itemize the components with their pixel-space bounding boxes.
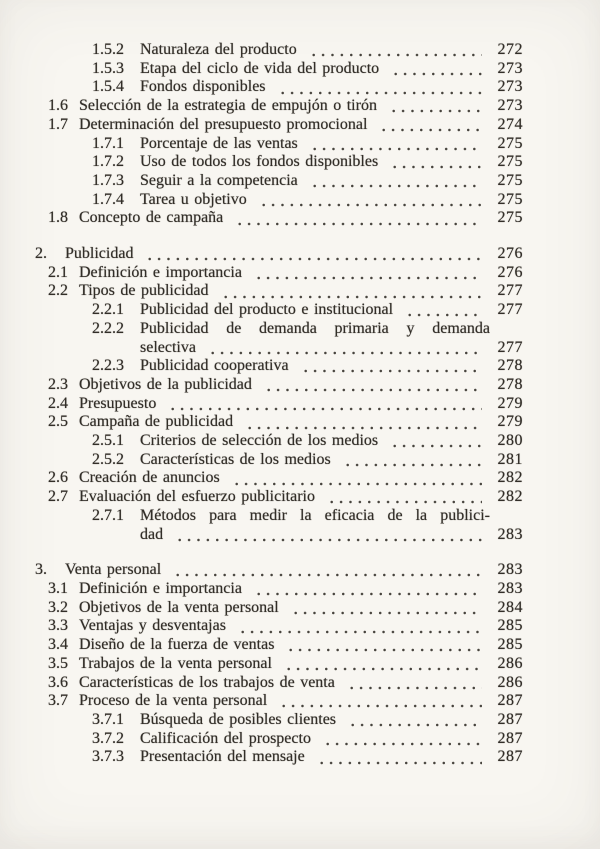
toc-entry-page-number: 287: [497, 729, 523, 747]
toc-entry-number: 2.7: [48, 488, 68, 506]
dot-leader: [167, 395, 482, 414]
toc-entry-title: Publicidad de demanda primaria y demanda: [140, 319, 490, 337]
toc-entry-page-number: 283: [497, 525, 523, 543]
toc-entry-number: 1.8: [48, 209, 68, 227]
toc-entry-page-number: 280: [497, 432, 523, 450]
toc-entry-title: Presupuesto: [79, 394, 157, 412]
toc-entry-title: Diseño de la fuerza de ventas: [79, 636, 275, 654]
toc-entry-title: Objetivos de la venta personal: [79, 598, 279, 616]
toc-entry-page-number: 276: [497, 245, 523, 263]
dot-leader: [346, 674, 482, 693]
toc-entry-title: Publicidad: [65, 245, 134, 263]
dot-leader: [172, 561, 482, 580]
dot-leader: [347, 711, 482, 730]
dot-leader: [388, 97, 482, 116]
toc-entry-page-number: 285: [497, 636, 523, 654]
toc-entry: [0, 116, 523, 135]
dot-leader: [174, 526, 482, 545]
dot-leader: [253, 264, 482, 283]
toc-entry-number: 3.7.1: [92, 710, 124, 728]
toc-entry-title: Porcentaje de las ventas: [140, 134, 298, 152]
toc-entry-number: 3.2: [48, 598, 68, 616]
toc-entry-page-number: 275: [497, 153, 523, 171]
toc-entry: [0, 692, 523, 711]
toc-entry-title: Determinación del presupuesto promocional: [79, 115, 368, 133]
toc-entry-page-number: 278: [497, 357, 523, 375]
dot-leader: [404, 301, 482, 320]
toc-entry-number: 3.5: [48, 654, 68, 672]
toc-entry: [0, 172, 523, 191]
dot-leader: [237, 617, 482, 636]
toc-entry-number: 2.5: [48, 413, 68, 431]
dot-leader: [390, 60, 482, 79]
toc-entry-title: Creación de anuncios: [79, 469, 220, 487]
toc-entry: [0, 561, 523, 580]
toc-entry-title: Criterios de selección de los medios: [140, 432, 379, 450]
toc-entry-page-number: 279: [497, 394, 523, 412]
toc-entry-number: 3.3: [48, 617, 68, 635]
dot-leader: [389, 432, 482, 451]
toc-entry-continuation: [0, 526, 523, 545]
toc-entry-number: 1.7.2: [92, 153, 124, 171]
toc-entry-title: Venta personal: [65, 561, 162, 579]
toc-entry-number: 3.7: [48, 692, 68, 710]
toc-entry: [0, 599, 523, 618]
table-of-contents: [0, 41, 523, 767]
toc-entry-number: 2.2.1: [92, 301, 124, 319]
toc-entry-title: Calificación del prospecto: [140, 729, 311, 747]
toc-entry-title: Uso de todos los fondos disponibles: [140, 153, 379, 171]
toc-entry: [0, 320, 523, 339]
toc-entry: [0, 730, 523, 749]
toc-entry-number: 3.4: [48, 636, 68, 654]
toc-entry-page-number: 278: [497, 375, 523, 393]
toc-entry-title: Fondos disponibles: [140, 78, 266, 96]
toc-entry: [0, 507, 523, 526]
toc-entry: [0, 376, 523, 395]
toc-entry-page-number: 285: [497, 617, 523, 635]
toc-entry-number: 2.5.2: [92, 450, 124, 468]
toc-entry: [0, 395, 523, 414]
toc-entry-number: 1.7.1: [92, 134, 124, 152]
toc-entry-title: Proceso de la venta personal: [79, 692, 268, 710]
toc-entry-number: 2.3: [48, 375, 68, 393]
toc-entry: [0, 60, 523, 79]
dot-leader: [309, 135, 482, 154]
toc-entry-title-continued: dad: [140, 525, 164, 543]
dot-leader: [308, 41, 482, 60]
toc-entry-title: Definición e importancia: [79, 579, 242, 597]
toc-entry: [0, 357, 523, 376]
toc-entry: [0, 617, 523, 636]
toc-entry: [0, 264, 523, 283]
toc-entry-title: Naturaleza del producto: [140, 41, 297, 58]
dot-leader: [290, 599, 482, 618]
toc-entry-title-continued: selectiva: [140, 338, 196, 356]
toc-entry: [0, 451, 523, 470]
toc-entry-page-number: 284: [497, 598, 523, 616]
dot-leader: [322, 730, 482, 749]
toc-entry-title: Selección de la estrategia de empujón o tirón: [79, 97, 377, 115]
toc-entry-title: Presentación del mensaje: [140, 748, 305, 766]
toc-entry: [0, 469, 523, 488]
toc-entry-page-number: 277: [497, 338, 523, 356]
dot-leader: [389, 153, 482, 172]
toc-entry-title: Tarea u objetivo: [140, 190, 247, 208]
toc-entry-page-number: 281: [497, 450, 523, 468]
toc-entry-number: 3.6: [48, 673, 68, 691]
toc-entry-page-number: 275: [497, 190, 523, 208]
dot-leader: [234, 209, 482, 228]
toc-entry-number: 2.: [35, 245, 47, 263]
toc-entry: [0, 748, 523, 767]
dot-leader: [144, 245, 482, 264]
toc-entry-page-number: 273: [497, 78, 523, 96]
toc-entry-page-number: 277: [497, 301, 523, 319]
toc-entry-number: 2.7.1: [92, 506, 124, 524]
toc-entry: [0, 78, 523, 97]
toc-entry-number: 2.6: [48, 469, 68, 487]
toc-entry-number: 3.1: [48, 579, 68, 597]
toc-entry-page-number: 273: [497, 97, 523, 115]
dot-leader: [316, 748, 482, 767]
toc-entry-page-number: 274: [497, 115, 523, 133]
toc-entry-page-number: 287: [497, 692, 523, 710]
toc-entry-title: Métodos para medir la eficacia de la publici-: [140, 506, 490, 524]
toc-entry: [0, 674, 523, 693]
toc-entry-page-number: 275: [497, 134, 523, 152]
toc-entry-number: 2.1: [48, 263, 68, 281]
toc-entry-page-number: 275: [497, 209, 523, 227]
dot-leader: [253, 580, 482, 599]
toc-entry: [0, 301, 523, 320]
toc-entry-number: 1.5.2: [92, 41, 124, 58]
toc-entry: [0, 209, 523, 228]
toc-entry: [0, 282, 523, 301]
toc-entry-page-number: 287: [497, 710, 523, 728]
toc-entry: [0, 191, 523, 210]
toc-entry-number: 2.5.1: [92, 432, 124, 450]
toc-entry: [0, 432, 523, 451]
toc-entry-title: Ventajas y desventajas: [79, 617, 226, 635]
toc-entry-continuation: [0, 339, 523, 358]
toc-entry: [0, 245, 523, 264]
toc-entry-title: Etapa del ciclo de vida del producto: [140, 59, 380, 77]
dot-leader: [263, 376, 482, 395]
dot-leader: [231, 469, 482, 488]
dot-leader: [277, 78, 482, 97]
toc-entry: [0, 580, 523, 599]
toc-entry-page-number: 286: [497, 654, 523, 672]
toc-entry-title: Concepto de campaña: [79, 209, 224, 227]
toc-entry-title: Evaluación del esfuerzo publicitario: [79, 488, 315, 506]
toc-entry: [0, 711, 523, 730]
dot-leader: [342, 451, 482, 470]
dot-leader: [326, 488, 482, 507]
toc-entry-page-number: 287: [497, 748, 523, 766]
toc-entry-page-number: 276: [497, 263, 523, 281]
toc-entry-title: Definición e importancia: [79, 263, 242, 281]
toc-entry-page-number: 283: [497, 561, 523, 579]
toc-entry-page-number: 286: [497, 673, 523, 691]
dot-leader: [300, 357, 482, 376]
toc-entry-page-number: 282: [497, 469, 523, 487]
toc-entry-number: 1.7.3: [92, 171, 124, 189]
dot-leader: [378, 116, 482, 135]
toc-entry-page-number: 272: [497, 41, 523, 58]
toc-entry-number: 2.2.2: [92, 319, 124, 337]
toc-entry-title: Búsqueda de posibles clientes: [140, 710, 337, 728]
toc-entry-number: 1.7: [48, 115, 68, 133]
dot-leader: [207, 339, 482, 358]
toc-entry-number: 2.2: [48, 282, 68, 300]
toc-entry-page-number: 275: [497, 171, 523, 189]
toc-entry-page-number: 279: [497, 413, 523, 431]
toc-entry: [0, 413, 523, 432]
toc-entry: [0, 135, 523, 154]
toc-entry-page-number: 273: [497, 59, 523, 77]
dot-leader: [220, 282, 482, 301]
toc-entry-number: 2.2.3: [92, 357, 124, 375]
toc-entry-title: Tipos de publicidad: [79, 282, 209, 300]
toc-entry: [0, 153, 523, 172]
toc-entry-number: 1.5.3: [92, 59, 124, 77]
toc-entry: [0, 636, 523, 655]
toc-entry: [0, 655, 523, 674]
toc-entry-title: Trabajos de la venta personal: [79, 654, 272, 672]
toc-entry-page-number: 283: [497, 579, 523, 597]
toc-entry: [0, 41, 523, 60]
toc-entry-title: Características de los trabajos de venta: [79, 673, 335, 691]
toc-entry-number: 1.7.4: [92, 190, 124, 208]
toc-entry-number: 3.7.2: [92, 729, 124, 747]
dot-leader: [283, 655, 482, 674]
toc-entry-page-number: 277: [497, 282, 523, 300]
dot-leader: [258, 191, 482, 210]
toc-entry-title: Objetivos de la publicidad: [79, 375, 252, 393]
toc-entry-number: 1.5.4: [92, 78, 124, 96]
dot-leader: [244, 413, 482, 432]
toc-entry-page-number: 282: [497, 488, 523, 506]
dot-leader: [285, 636, 482, 655]
toc-entry-title: Publicidad del producto e institucional: [140, 301, 394, 319]
toc-entry-title: Características de los medios: [140, 450, 331, 468]
toc-entry: [0, 97, 523, 116]
toc-entry-title: Seguir a la competencia: [140, 171, 298, 189]
toc-entry-title: Campaña de publicidad: [79, 413, 234, 431]
toc-entry-number: 3.: [35, 561, 47, 579]
toc-entry: [0, 488, 523, 507]
toc-entry-title: Publicidad cooperativa: [140, 357, 289, 375]
toc-entry-number: 3.7.3: [92, 748, 124, 766]
dot-leader: [309, 172, 482, 191]
toc-entry-number: 2.4: [48, 394, 68, 412]
dot-leader: [278, 692, 482, 711]
toc-entry-number: 1.6: [48, 97, 68, 115]
